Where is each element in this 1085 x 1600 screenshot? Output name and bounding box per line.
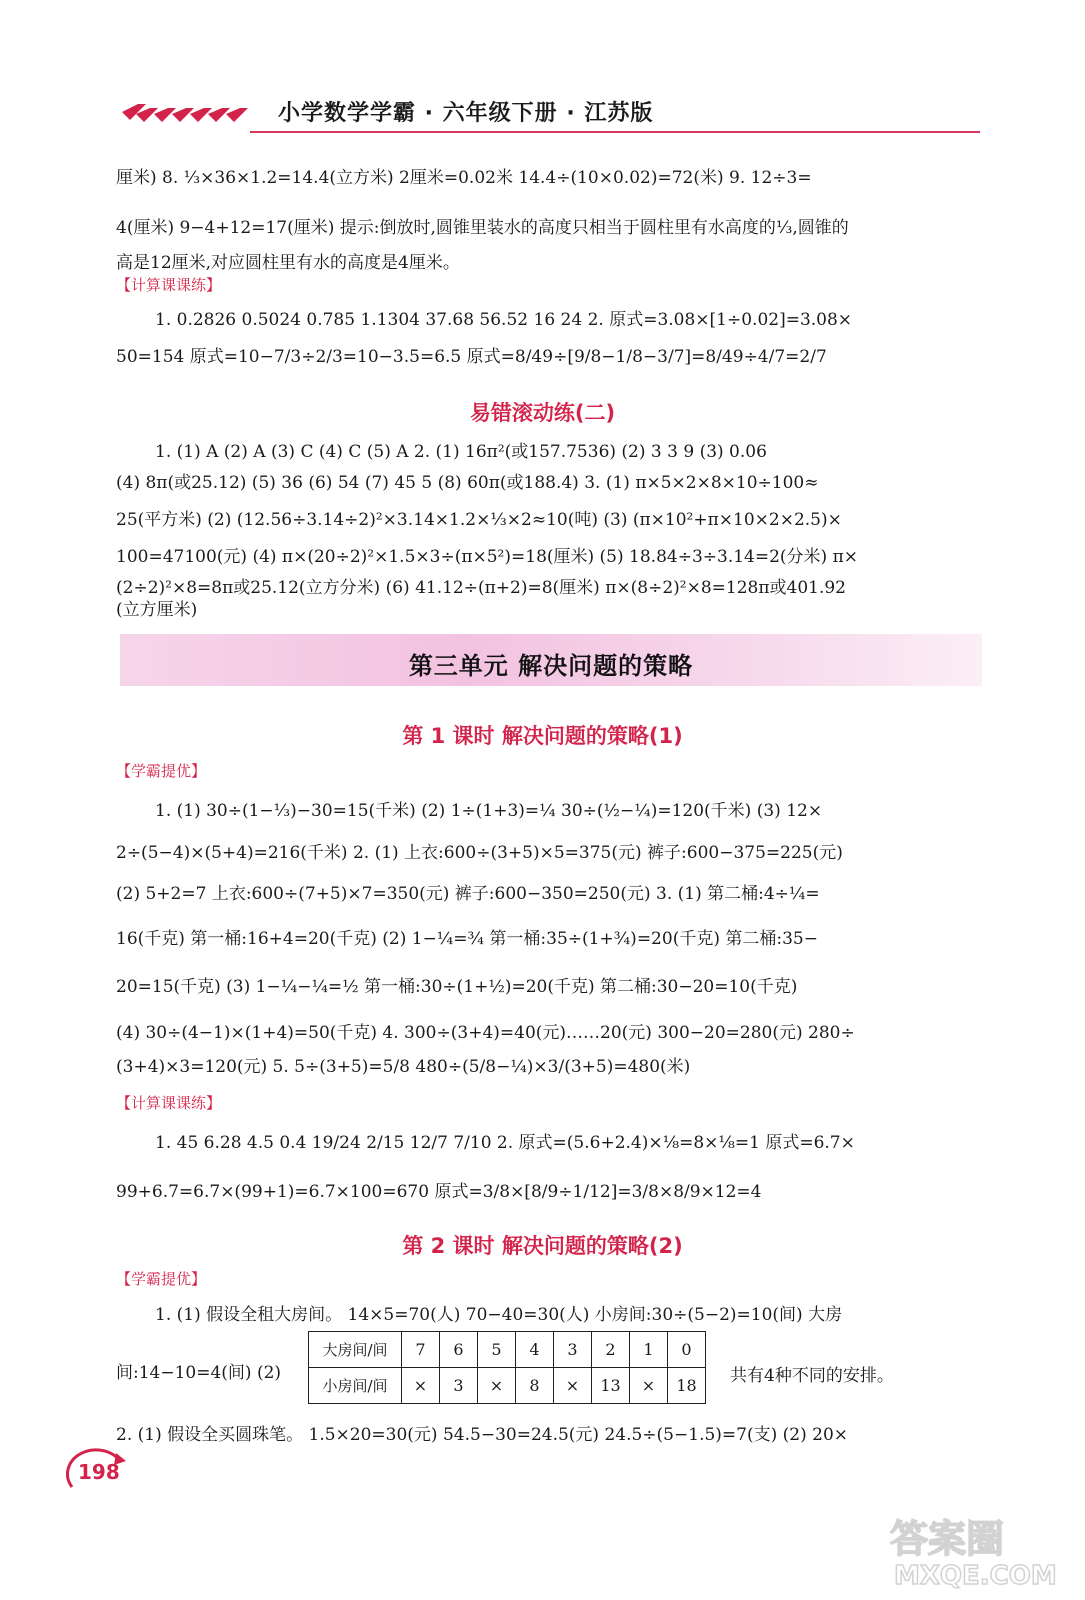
table-cell: 3 bbox=[554, 1332, 592, 1368]
answer-line: (2÷2)²×8=8π或25.12(立方分米) (6) 41.12÷(π+2)=8(厘米) π×(8÷2)²×8=128π或401.92 bbox=[116, 578, 846, 598]
answer-line: 20=15(千克) (3) 1−¼−¼=½ 第一桶:30÷(1+½)=20(千克) 第二桶:30−20=10(千克) bbox=[116, 977, 798, 997]
lesson-title: 第 2 课时 解决问题的策略(2) bbox=[402, 1234, 683, 1258]
watermark-logo bbox=[880, 1510, 1070, 1590]
answer-line: 厘米) 8. ⅓×36×1.2=14.4(立方米) 2厘米=0.02米 14.4÷(10×0.02)=72(米) 9. 12÷3= bbox=[116, 168, 812, 188]
table-cell: 13 bbox=[592, 1368, 630, 1404]
table-cell: 2 bbox=[592, 1332, 630, 1368]
answer-line: 高是12厘米,对应圆柱里有水的高度是4厘米。 bbox=[116, 253, 460, 273]
answer-line: 2÷(5−4)×(5+4)=216(千米) 2. (1) 上衣:600÷(3+5)×5=375(元) 裤子:600−375=225(元) bbox=[116, 843, 843, 863]
answer-line: (3+4)×3=120(元) 5. 5÷(3+5)=5/8 480÷(5/8−¼)×3/(3+5)=480(米) bbox=[116, 1057, 691, 1077]
answer-line: 25(平方米) (2) (12.56÷3.14÷2)²×3.14×1.2×⅓×2≈10(吨) (3) (π×10²+π×10×2×2.5)× bbox=[116, 510, 842, 530]
header-rule bbox=[250, 131, 980, 133]
answer-line: 99+6.7=6.7×(99+1)=6.7×100=670 原式=3/8×[8/9÷1/12]=3/8×8/9×12=4 bbox=[116, 1182, 762, 1202]
table-cell: × bbox=[478, 1368, 516, 1404]
table-cell: 6 bbox=[440, 1332, 478, 1368]
table-row-label: 大房间/间 bbox=[309, 1332, 402, 1368]
table-row-label: 小房间/间 bbox=[309, 1368, 402, 1404]
answer-line: 16(千克) 第一桶:16+4=20(千克) (2) 1−¼=¾ 第一桶:35÷(1+¾)=20(千克) 第二桶:35− bbox=[116, 929, 818, 949]
answer-line: (2) 5+2=7 上衣:600÷(7+5)×7=350(元) 裤子:600−350=250(元) 3. (1) 第二桶:4÷¼= bbox=[116, 884, 820, 904]
svg-text:答案圈: 答案圈 bbox=[890, 1517, 1005, 1561]
table-row bbox=[309, 1332, 706, 1368]
lesson-title: 第 1 课时 解决问题的策略(1) bbox=[402, 724, 683, 748]
answer-line: 4(厘米) 9−4+12=17(厘米) 提示:倒放时,圆锥里装水的高度只相当于圆柱里有水高度的⅓,圆锥的 bbox=[116, 218, 849, 238]
answer-line: (4) 8π(或25.12) (5) 36 (6) 54 (7) 45 5 (8) 60π(或188.4) 3. (1) π×5×2×8×10÷100≈ bbox=[116, 473, 819, 493]
table-cell: 0 bbox=[668, 1332, 706, 1368]
answer-line: 1. 45 6.28 4.5 0.4 19/24 2/15 12/7 7/10 2. 原式=(5.6+2.4)×⅛=8×⅛=1 原式=6.7× bbox=[155, 1133, 855, 1153]
table-cell: × bbox=[402, 1368, 440, 1404]
table-cell: 1 bbox=[630, 1332, 668, 1368]
header-stripes bbox=[122, 104, 252, 130]
book-title: 小学数学学霸 · 六年级下册 · 江苏版 bbox=[278, 101, 654, 126]
answer-line: 1. (1) A (2) A (3) C (4) C (5) A 2. (1) 16π²(或157.7536) (2) 3 3 9 (3) 0.06 bbox=[155, 442, 767, 462]
section-title: 易错滚动练(二) bbox=[469, 401, 616, 425]
table-cell: × bbox=[630, 1368, 668, 1404]
unit-title: 第三单元 解决问题的策略 bbox=[408, 652, 694, 680]
answer-line: 共有4种不同的安排。 bbox=[730, 1366, 894, 1386]
table-row bbox=[309, 1368, 706, 1404]
table-cell: 8 bbox=[516, 1368, 554, 1404]
svg-text:198: 198 bbox=[78, 1460, 120, 1484]
unit-banner bbox=[120, 634, 982, 686]
answer-line: 1. 0.2826 0.5024 0.785 1.1304 37.68 56.52 16 24 2. 原式=3.08×[1÷0.02]=3.08× bbox=[155, 310, 853, 330]
svg-text:MXQE.COM: MXQE.COM bbox=[894, 1561, 1057, 1590]
table-cell: × bbox=[554, 1368, 592, 1404]
rooms-table bbox=[308, 1331, 706, 1404]
table-cell: 4 bbox=[516, 1332, 554, 1368]
answer-line: 50=154 原式=10−7/3÷2/3=10−3.5=6.5 原式=8/49÷[9/8−1/8−3/7]=8/49÷4/7=2/7 bbox=[116, 347, 827, 367]
section-tag: 【学霸提优】 bbox=[116, 762, 207, 780]
table-cell: 3 bbox=[440, 1368, 478, 1404]
section-tag: 【学霸提优】 bbox=[116, 1270, 207, 1288]
table-cell: 18 bbox=[668, 1368, 706, 1404]
answer-line: (4) 30÷(4−1)×(1+4)=50(千克) 4. 300÷(3+4)=40(元)……20(元) 300−20=280(元) 280÷ bbox=[116, 1023, 855, 1043]
section-tag: 【计算课课练】 bbox=[116, 276, 222, 294]
table-cell: 7 bbox=[402, 1332, 440, 1368]
page-number bbox=[66, 1447, 128, 1493]
answer-line: (立方厘米) bbox=[116, 600, 198, 620]
answer-line: 间:14−10=4(间) (2) bbox=[116, 1363, 282, 1383]
section-tag: 【计算课课练】 bbox=[116, 1094, 222, 1112]
answer-line: 1. (1) 30÷(1−⅓)−30=15(千米) (2) 1÷(1+3)=¼ 30÷(½−¼)=120(千米) (3) 12× bbox=[155, 801, 823, 821]
answer-line: 1. (1) 假设全租大房间。 14×5=70(人) 70−40=30(人) 小房间:30÷(5−2)=10(间) 大房 bbox=[155, 1305, 843, 1325]
table-cell: 5 bbox=[478, 1332, 516, 1368]
answer-line: 100=47100(元) (4) π×(20÷2)²×1.5×3÷(π×5²)=18(厘米) (5) 18.84÷3÷3.14=2(分米) π× bbox=[116, 547, 859, 567]
answer-line: 2. (1) 假设全买圆珠笔。 1.5×20=30(元) 54.5−30=24.5(元) 24.5÷(5−1.5)=7(支) (2) 20× bbox=[116, 1425, 849, 1445]
